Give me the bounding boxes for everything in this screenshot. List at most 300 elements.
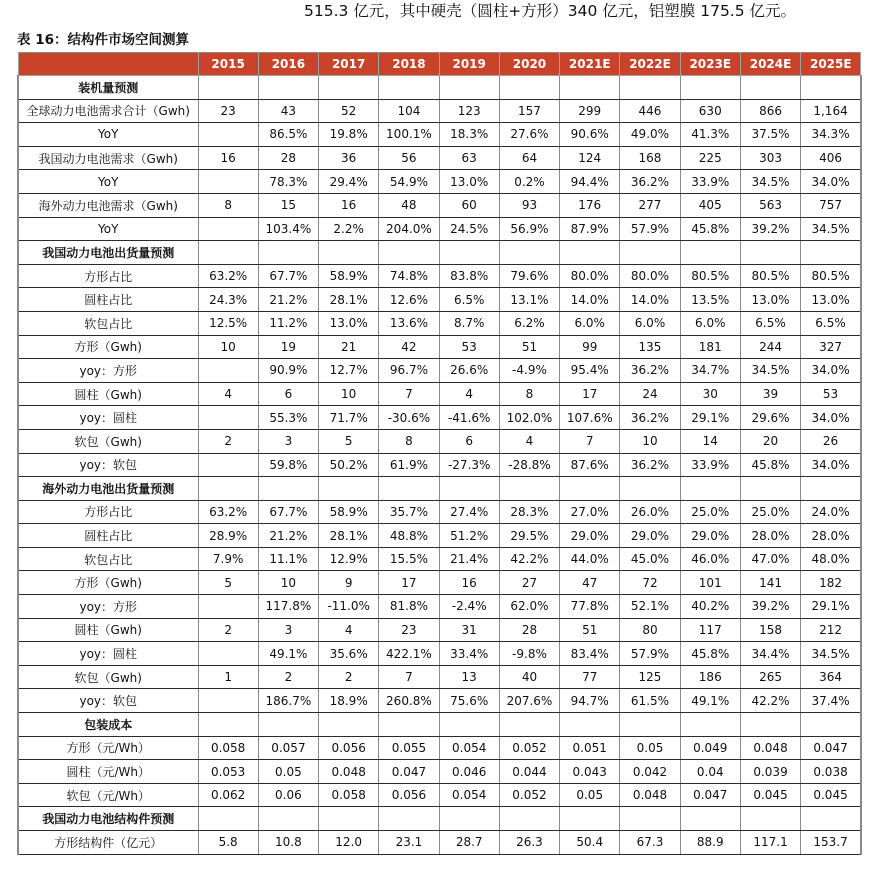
table-row (18, 382, 861, 406)
table-row (18, 500, 861, 524)
value-cell: 88.9 (680, 831, 740, 855)
value-cell: 117.1 (740, 831, 800, 855)
value-cell: 57.9% (620, 217, 680, 241)
value-cell: 0.048 (740, 736, 800, 760)
value-cell (198, 453, 258, 477)
table-row (18, 736, 861, 760)
value-cell: 96.7% (379, 359, 439, 383)
value-cell: 27.0% (560, 500, 620, 524)
value-cell: 303 (740, 146, 800, 170)
value-cell: 10 (620, 429, 680, 453)
table-row (18, 264, 861, 288)
value-cell (620, 241, 680, 265)
value-cell: 39 (740, 382, 800, 406)
value-cell: 0.04 (680, 760, 740, 784)
value-cell (499, 241, 559, 265)
value-cell: 13 (439, 665, 499, 689)
value-cell: 71.7% (319, 406, 379, 430)
row-label: 圆柱（元/Wh） (18, 760, 198, 784)
value-cell: 75.6% (439, 689, 499, 713)
value-cell: 80.0% (620, 264, 680, 288)
value-cell: 29.4% (319, 170, 379, 194)
value-cell: 24.0% (801, 500, 861, 524)
value-cell (198, 713, 258, 737)
value-cell: 12.6% (379, 288, 439, 312)
row-label: 圆柱（Gwh) (18, 382, 198, 406)
value-cell (801, 241, 861, 265)
value-cell: 18.9% (319, 689, 379, 713)
row-label: yoy：软包 (18, 453, 198, 477)
value-cell: 94.4% (560, 170, 620, 194)
value-cell: 44.0% (560, 547, 620, 571)
value-cell: 36.2% (620, 170, 680, 194)
value-cell: 61.9% (379, 453, 439, 477)
table-row (18, 99, 861, 123)
value-cell: 204.0% (379, 217, 439, 241)
value-cell (499, 713, 559, 737)
value-cell: 87.9% (560, 217, 620, 241)
value-cell: 0.057 (258, 736, 318, 760)
value-cell: 83.8% (439, 264, 499, 288)
value-cell: 13.0% (801, 288, 861, 312)
row-label: 软包（Gwh) (18, 665, 198, 689)
value-cell: 57.9% (620, 642, 680, 666)
value-cell: 0.039 (740, 760, 800, 784)
table-row (18, 524, 861, 548)
value-cell (198, 217, 258, 241)
value-cell: 24.5% (439, 217, 499, 241)
value-cell: 50.4 (560, 831, 620, 855)
table-row (18, 146, 861, 170)
value-cell: 1,164 (801, 99, 861, 123)
value-cell: 265 (740, 665, 800, 689)
value-cell: 0.052 (499, 783, 559, 807)
value-cell: 0.058 (319, 783, 379, 807)
value-cell: 29.1% (801, 595, 861, 619)
table-row (18, 335, 861, 359)
table-row (18, 406, 861, 430)
value-cell: 866 (740, 99, 800, 123)
value-cell: 16 (198, 146, 258, 170)
value-cell: 48.0% (801, 547, 861, 571)
row-label: yoy：软包 (18, 689, 198, 713)
value-cell: 26.0% (620, 500, 680, 524)
column-header-year: 2015 (198, 53, 258, 76)
value-cell: 45.8% (680, 217, 740, 241)
row-label: 软包（Gwh) (18, 429, 198, 453)
value-cell: 28.3% (499, 500, 559, 524)
value-cell: 13.0% (439, 170, 499, 194)
value-cell: 99 (560, 335, 620, 359)
value-cell: 36.2% (620, 406, 680, 430)
value-cell: 14.0% (620, 288, 680, 312)
value-cell: 153.7 (801, 831, 861, 855)
section-label: 装机量预测 (18, 76, 198, 100)
section-header-row (18, 241, 861, 265)
value-cell: 33.9% (680, 453, 740, 477)
value-cell: 28.0% (801, 524, 861, 548)
value-cell: 327 (801, 335, 861, 359)
value-cell: 47 (560, 571, 620, 595)
value-cell (198, 642, 258, 666)
value-cell: 23 (198, 99, 258, 123)
value-cell: 260.8% (379, 689, 439, 713)
value-cell (258, 76, 318, 100)
row-label: 方形占比 (18, 500, 198, 524)
value-cell: 67.7% (258, 500, 318, 524)
value-cell: 17 (379, 571, 439, 595)
value-cell: 41.3% (680, 123, 740, 147)
value-cell: 67.7% (258, 264, 318, 288)
value-cell (198, 123, 258, 147)
value-cell: 42.2% (499, 547, 559, 571)
value-cell: 0.054 (439, 783, 499, 807)
value-cell: 26 (801, 429, 861, 453)
value-cell: 72 (620, 571, 680, 595)
value-cell: 186 (680, 665, 740, 689)
table-row (18, 760, 861, 784)
value-cell: 56.9% (499, 217, 559, 241)
value-cell: 6.5% (439, 288, 499, 312)
table-row (18, 642, 861, 666)
intro-text: 515.3 亿元，其中硬壳（圆柱+方形）340 亿元，铝塑膜 175.5 亿元。 (304, 2, 797, 20)
value-cell: 225 (680, 146, 740, 170)
value-cell (198, 406, 258, 430)
value-cell: 12.9% (319, 547, 379, 571)
value-cell: 53 (439, 335, 499, 359)
value-cell: 34.4% (740, 642, 800, 666)
value-cell: 26.6% (439, 359, 499, 383)
column-header-year: 2020 (499, 53, 559, 76)
value-cell: 29.6% (740, 406, 800, 430)
value-cell: 90.9% (258, 359, 318, 383)
table-row (18, 193, 861, 217)
value-cell: 176 (560, 193, 620, 217)
value-cell: 8.7% (439, 311, 499, 335)
value-cell: 5 (198, 571, 258, 595)
value-cell: 34.5% (740, 170, 800, 194)
table-row (18, 453, 861, 477)
section-label: 我国动力电池出货量预测 (18, 241, 198, 265)
value-cell: 25.0% (740, 500, 800, 524)
value-cell (560, 241, 620, 265)
row-label: yoy：方形 (18, 595, 198, 619)
value-cell (439, 713, 499, 737)
value-cell: 125 (620, 665, 680, 689)
row-label: 软包（元/Wh） (18, 783, 198, 807)
value-cell: 37.5% (740, 123, 800, 147)
section-header-row (18, 713, 861, 737)
value-cell: 757 (801, 193, 861, 217)
value-cell: 406 (801, 146, 861, 170)
value-cell: 23 (379, 618, 439, 642)
value-cell: 62.0% (499, 595, 559, 619)
value-cell: 422.1% (379, 642, 439, 666)
value-cell: 0.046 (439, 760, 499, 784)
table-row (18, 311, 861, 335)
row-label: 我国动力电池需求（Gwh) (18, 146, 198, 170)
value-cell (620, 713, 680, 737)
value-cell: 117.8% (258, 595, 318, 619)
value-cell: 8 (198, 193, 258, 217)
value-cell: 7 (379, 665, 439, 689)
value-cell: 16 (319, 193, 379, 217)
value-cell: 0.2% (499, 170, 559, 194)
value-cell: -27.3% (439, 453, 499, 477)
value-cell (499, 76, 559, 100)
value-cell (680, 477, 740, 501)
value-cell: 34.0% (801, 406, 861, 430)
value-cell: 0.044 (499, 760, 559, 784)
table-row (18, 595, 861, 619)
value-cell: 10 (258, 571, 318, 595)
value-cell (198, 170, 258, 194)
value-cell (801, 713, 861, 737)
value-cell (379, 713, 439, 737)
column-header-year: 2023E (680, 53, 740, 76)
value-cell: 19 (258, 335, 318, 359)
value-cell: 14.0% (560, 288, 620, 312)
value-cell: 21.2% (258, 524, 318, 548)
value-cell: -9.8% (499, 642, 559, 666)
row-label: 方形（Gwh) (18, 571, 198, 595)
value-cell: 4 (439, 382, 499, 406)
value-cell: 1 (198, 665, 258, 689)
value-cell: 2.2% (319, 217, 379, 241)
value-cell (499, 807, 559, 831)
value-cell: 33.4% (439, 642, 499, 666)
section-header-row (18, 76, 861, 100)
value-cell: 181 (680, 335, 740, 359)
value-cell: 0.052 (499, 736, 559, 760)
value-cell: 103.4% (258, 217, 318, 241)
value-cell: 13.0% (740, 288, 800, 312)
value-cell: 47.0% (740, 547, 800, 571)
value-cell: 2 (319, 665, 379, 689)
value-cell: 299 (560, 99, 620, 123)
value-cell (258, 807, 318, 831)
value-cell: 3 (258, 618, 318, 642)
value-cell: 446 (620, 99, 680, 123)
value-cell: 67.3 (620, 831, 680, 855)
value-cell: 0.053 (198, 760, 258, 784)
column-header-year: 2018 (379, 53, 439, 76)
value-cell (198, 359, 258, 383)
section-header-row (18, 477, 861, 501)
value-cell: 12.7% (319, 359, 379, 383)
value-cell (680, 241, 740, 265)
value-cell: 244 (740, 335, 800, 359)
value-cell: 13.5% (680, 288, 740, 312)
value-cell: 25.0% (680, 500, 740, 524)
value-cell: 207.6% (499, 689, 559, 713)
row-label: 全球动力电池需求合计（Gwh) (18, 99, 198, 123)
value-cell: 58.9% (319, 264, 379, 288)
value-cell (258, 241, 318, 265)
table-row (18, 783, 861, 807)
value-cell: 45.8% (740, 453, 800, 477)
value-cell: 35.6% (319, 642, 379, 666)
table-row (18, 123, 861, 147)
value-cell: 48.8% (379, 524, 439, 548)
value-cell (620, 477, 680, 501)
value-cell: 6.0% (560, 311, 620, 335)
value-cell (620, 807, 680, 831)
value-cell: 8 (499, 382, 559, 406)
value-cell (379, 477, 439, 501)
value-cell (801, 477, 861, 501)
value-cell (801, 807, 861, 831)
value-cell: 0.045 (801, 783, 861, 807)
value-cell: 6 (258, 382, 318, 406)
value-cell: 12.0 (319, 831, 379, 855)
table-row (18, 547, 861, 571)
row-label: 方形（元/Wh） (18, 736, 198, 760)
value-cell: 40 (499, 665, 559, 689)
value-cell: 28.0% (740, 524, 800, 548)
value-cell: 64 (499, 146, 559, 170)
column-header-year: 2021E (560, 53, 620, 76)
value-cell: 56 (379, 146, 439, 170)
value-cell: 95.4% (560, 359, 620, 383)
value-cell (198, 477, 258, 501)
value-cell: 87.6% (560, 453, 620, 477)
row-label: YoY (18, 123, 198, 147)
value-cell (740, 477, 800, 501)
value-cell: 34.0% (801, 359, 861, 383)
value-cell: 28.1% (319, 524, 379, 548)
value-cell: 36 (319, 146, 379, 170)
value-cell: 0.048 (319, 760, 379, 784)
row-label: 软包占比 (18, 547, 198, 571)
value-cell: 27 (499, 571, 559, 595)
row-label: 方形结构件（亿元） (18, 831, 198, 855)
value-cell: 34.5% (801, 642, 861, 666)
value-cell: 21 (319, 335, 379, 359)
value-cell: 42.2% (740, 689, 800, 713)
value-cell: 117 (680, 618, 740, 642)
value-cell: 13.0% (319, 311, 379, 335)
value-cell: 51.2% (439, 524, 499, 548)
value-cell: 43 (258, 99, 318, 123)
value-cell: 61.5% (620, 689, 680, 713)
value-cell: 36.2% (620, 453, 680, 477)
value-cell: 12.5% (198, 311, 258, 335)
value-cell: 6 (439, 429, 499, 453)
value-cell: 34.0% (801, 170, 861, 194)
value-cell: 55.3% (258, 406, 318, 430)
value-cell (439, 807, 499, 831)
value-cell (680, 713, 740, 737)
value-cell: 0.055 (379, 736, 439, 760)
value-cell: 168 (620, 146, 680, 170)
value-cell: 83.4% (560, 642, 620, 666)
value-cell: 0.049 (680, 736, 740, 760)
value-cell: 0.056 (319, 736, 379, 760)
table-header-row (18, 53, 861, 76)
value-cell: 0.05 (620, 736, 680, 760)
value-cell: 51 (499, 335, 559, 359)
value-cell: 141 (740, 571, 800, 595)
table-row (18, 689, 861, 713)
value-cell: 0.056 (379, 783, 439, 807)
value-cell (319, 807, 379, 831)
value-cell: 5.8 (198, 831, 258, 855)
value-cell: 135 (620, 335, 680, 359)
value-cell: -30.6% (379, 406, 439, 430)
value-cell: 212 (801, 618, 861, 642)
value-cell: 29.5% (499, 524, 559, 548)
value-cell: 28.9% (198, 524, 258, 548)
value-cell: 80.5% (680, 264, 740, 288)
value-cell: 34.3% (801, 123, 861, 147)
table-row (18, 170, 861, 194)
value-cell: 100.1% (379, 123, 439, 147)
value-cell: 0.062 (198, 783, 258, 807)
column-header-year: 2019 (439, 53, 499, 76)
row-label: yoy：圆柱 (18, 642, 198, 666)
value-cell: 27.4% (439, 500, 499, 524)
value-cell: 24 (620, 382, 680, 406)
value-cell: 52 (319, 99, 379, 123)
header-corner-cell (18, 53, 198, 76)
value-cell: 6.5% (801, 311, 861, 335)
value-cell (680, 807, 740, 831)
value-cell (379, 807, 439, 831)
value-cell: 8 (379, 429, 439, 453)
value-cell (258, 713, 318, 737)
value-cell: 40.2% (680, 595, 740, 619)
value-cell: 9 (319, 571, 379, 595)
value-cell (319, 76, 379, 100)
value-cell (319, 241, 379, 265)
row-label: 圆柱占比 (18, 524, 198, 548)
value-cell: 15 (258, 193, 318, 217)
column-header-year: 2016 (258, 53, 318, 76)
value-cell (801, 76, 861, 100)
value-cell: 0.047 (379, 760, 439, 784)
section-header-row (18, 807, 861, 831)
value-cell: 28.7 (439, 831, 499, 855)
table-row (18, 217, 861, 241)
value-cell: 563 (740, 193, 800, 217)
value-cell: 33.9% (680, 170, 740, 194)
value-cell: 6.0% (620, 311, 680, 335)
value-cell: 86.5% (258, 123, 318, 147)
value-cell: 186.7% (258, 689, 318, 713)
section-label: 我国动力电池结构件预测 (18, 807, 198, 831)
value-cell: 63 (439, 146, 499, 170)
table-row (18, 429, 861, 453)
section-label: 海外动力电池出货量预测 (18, 477, 198, 501)
value-cell (198, 241, 258, 265)
value-cell: 53 (801, 382, 861, 406)
value-cell: 0.05 (560, 783, 620, 807)
value-cell (319, 477, 379, 501)
value-cell: 11.1% (258, 547, 318, 571)
value-cell: 28 (499, 618, 559, 642)
value-cell: -28.8% (499, 453, 559, 477)
value-cell (680, 76, 740, 100)
value-cell: 34.0% (801, 453, 861, 477)
value-cell: 60 (439, 193, 499, 217)
value-cell: 0.058 (198, 736, 258, 760)
value-cell: 630 (680, 99, 740, 123)
value-cell: 36.2% (620, 359, 680, 383)
value-cell: 42 (379, 335, 439, 359)
value-cell: 405 (680, 193, 740, 217)
value-cell: 63.2% (198, 500, 258, 524)
